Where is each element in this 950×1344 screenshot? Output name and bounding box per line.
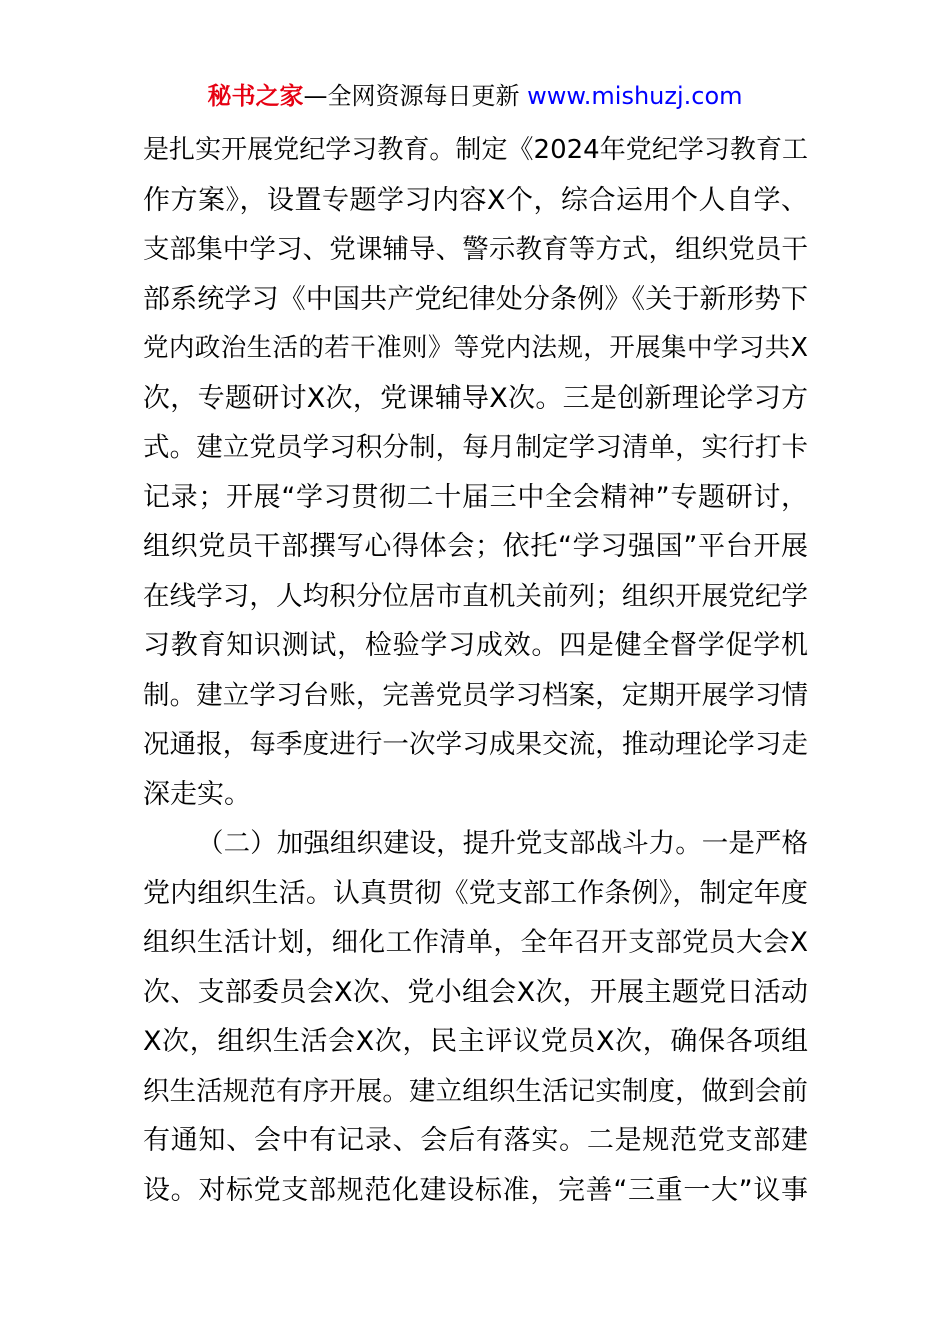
text-line: 记录；开展“学习贯彻二十届三中全会精神”专题研讨，: [143, 481, 808, 513]
text-line: 况通报，每季度进行一次学习成果交流，推动理论学习走: [143, 729, 808, 760]
text-line: 部系统学习《中国共产党纪律处分条例》《关于新形势下: [143, 283, 808, 315]
text-line: X次，组织生活会X次，民主评议党员X次，确保各项组: [143, 1026, 808, 1057]
text-line: 组织生活计划，细化工作清单，全年召开支部党员大会X: [143, 927, 808, 958]
document-body: [143, 126, 808, 1215]
text-line: 设。对标党支部规范化建设标准，完善“三重一大”议事: [143, 1174, 808, 1206]
page-header: [0, 80, 950, 112]
text-line: 习教育知识测试，检验学习成效。四是健全督学促学机: [143, 630, 808, 661]
text-line: 有通知、会中有记录、会后有落实。二是规范党支部建: [143, 1125, 808, 1156]
text-line: 深走实。: [143, 778, 251, 810]
text-line: 党内政治生活的若干准则》等党内法规，开展集中学习共X: [143, 333, 808, 363]
text-line: 是扎实开展党纪学习教育。制定《2024年党纪学习教育工: [143, 135, 808, 165]
text-line: 组织党员干部撰写心得体会；依托“学习强国”平台开展: [143, 531, 808, 562]
site-url[interactable]: www.mishuzj.com: [527, 82, 743, 110]
text-line-paragraph-start: （二）加强组织建设，提升党支部战斗力。一是严格: [197, 828, 808, 859]
text-line: 次、支部委员会X次、党小组会X次，开展主题党日活动: [143, 976, 808, 1008]
text-line: 作方案》，设置专题学习内容X个，综合运用个人自学、: [143, 184, 808, 216]
text-line: 党内组织生活。认真贯彻《党支部工作条例》，制定年度: [143, 877, 808, 909]
text-line: 式。建立党员学习积分制，每月制定学习清单，实行打卡: [143, 432, 808, 463]
text-line: 制。建立学习台账，完善党员学习档案，定期开展学习情: [143, 679, 808, 711]
site-tagline: —全网资源每日更新: [303, 82, 520, 110]
text-line: 支部集中学习、党课辅导、警示教育等方式，组织党员干: [143, 234, 808, 265]
site-name: 秘书之家: [207, 82, 304, 110]
text-line: 次，专题研讨X次，党课辅导X次。三是创新理论学习方: [143, 382, 808, 414]
text-line: 织生活规范有序开展。建立组织生活记实制度，做到会前: [143, 1075, 808, 1107]
text-line: 在线学习，人均积分位居市直机关前列；组织开展党纪学: [143, 580, 808, 612]
